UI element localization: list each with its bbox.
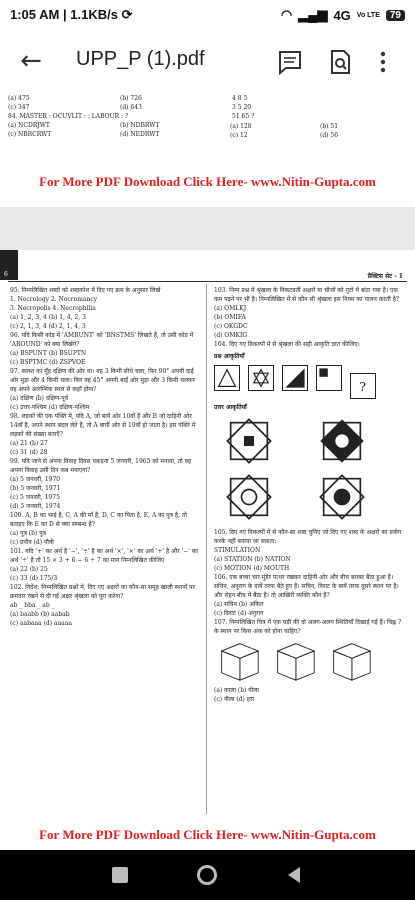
status-right (281, 7, 405, 23)
page1-line: (d) NEDRWT (120, 131, 160, 138)
wifi-icon: ◠ (280, 7, 293, 22)
cube-figure-1 (214, 640, 264, 682)
page1-mid-text (120, 94, 200, 139)
pdf-page-current (0, 250, 415, 850)
question-line: 95. निम्नलिखित शब्दों को शब्दकोश में दिए गए क्रम के अनुसार लिखें (10, 287, 161, 294)
status-speed: 1.1KB/s (70, 7, 118, 22)
question-line: (b) 5 जनवरी, 1971 (10, 485, 61, 492)
question-figures-label: प्रश्न आकृतियाँ (214, 353, 245, 360)
system-navigation-bar (0, 850, 415, 900)
question-line: (c) नीला (d) हरा (214, 696, 254, 703)
page1-line: 4 8 5 (232, 95, 248, 102)
cube-figure-2 (270, 640, 320, 682)
answer-figure-a (224, 416, 274, 466)
status-lte: Vo LTE (356, 11, 380, 19)
page1-options-right (320, 122, 400, 140)
question-line: (a) OMLKJ (214, 305, 247, 312)
question-line: (c) 2, 1, 3, 4 (d) 2, 1, 4, 3 (10, 323, 86, 330)
question-line: 98. लड़कों की एक पंक्ति में, यदि A, जो बायें ओर 10वाँ है और B जो दाहिनी ओर 14वाँ है, अपने स्थान बदल लेते हैं, तो A बायीं ओर से 19वाँ हो जाता है। इस पंक्ति में लड़कों की संख्या बताएँ? (10, 413, 196, 438)
comment-icon[interactable] (276, 48, 304, 76)
header-divider (8, 281, 407, 282)
page1-line: (b) 726 (120, 95, 142, 102)
page1-line: (a) 128 (230, 123, 252, 130)
question-line: (a) baabb (b) aabab (10, 611, 70, 618)
question-line: 1. Necrology 2. Necromancy (10, 296, 98, 303)
status-left: 1:05 AM | 1.1KB/s ⟳ (10, 7, 133, 22)
page-header: प्रैक्टिस सेट - 1 (367, 273, 403, 280)
question-line: (c) aabaaa (d) aaaaa (10, 620, 72, 627)
status-time: 1:05 AM (10, 7, 60, 22)
question-line: (a) दक्षिण (b) दक्षिण-पूर्व (10, 395, 69, 402)
question-line: (a) 1, 2, 3, 4 (b) 1, 4, 2, 3 (10, 314, 86, 321)
app-bar (0, 30, 415, 92)
question-line: (a) 22 (b) 25 (10, 566, 48, 573)
question-line: (c) BSPTMC (d) ZSPVOE (10, 359, 86, 366)
half-filled-square-figure (282, 365, 308, 391)
question-line: (a) सचिन (b) अंकित (214, 601, 264, 608)
question-line: ab _ bba _ ab _ (10, 602, 55, 609)
download-link[interactable]: For More PDF Download Click Here- www.Nitin-Gupta.com (39, 827, 376, 842)
question-line: (c) उत्तर-पश्चिम (d) दक्षिण-पश्चिम (10, 404, 90, 411)
question-line: 102. निर्देश: निम्नलिखित प्रश्नों में, दिए गए अक्षरों का कौन-सा समूह खाली स्थानों पर क्रमवार रखने से दी गई अक्षर श्रृंखला को पूरा करेगा? (10, 584, 195, 600)
page1-line: (c) 347 (8, 104, 30, 111)
page1-line: (a) NCDRJWT (8, 122, 50, 129)
question-mark-figure: ? (350, 373, 376, 399)
question-line: STIMULATION (214, 547, 261, 554)
question-line: (b) OMIFA (214, 314, 246, 321)
document-title: UPP_P (1).pdf (76, 48, 205, 70)
question-line: (a) पुत्र (b) पुत्र (10, 530, 46, 537)
question-line: (c) प्रपौत्र (d) पौत्री (10, 539, 54, 546)
corner-filled-square-figure (316, 365, 342, 391)
question-line: 3. Necropolis 4. Necrophilia (10, 305, 96, 312)
cube-figures (214, 640, 404, 682)
question-line: 107. निम्नलिखित चित्र में एक घड़ी की दो अलग-अलग स्थितियाँ दिखाई गई हैं। चिह्न ? के स्थान पर किस अंक को होना चाहिए? (214, 619, 402, 635)
question-line: (c) 5 जनवरी, 1975 (10, 494, 60, 501)
star-figure (248, 365, 274, 391)
pdf-page-previous (0, 92, 415, 207)
question-line: (c) 31 (d) 28 (10, 449, 48, 456)
page-number: 6 (4, 271, 8, 278)
cube-figure-3 (326, 640, 376, 682)
question-line: (a) काला (b) पीला (214, 687, 259, 694)
question-line: 97. कलश का मुँह दक्षिण की ओर था। वह 3 किमी सीधे चला, फिर 90° अपनी दाईं ओर मुड़ा और 4 किमी चला। फिर वह 45° अपनी बाईं ओर मुड़ा और 3 किमी चलकर वह अपने आरम्भिक स्थल से कहाँ होगा? (10, 368, 196, 393)
page1-line: (b) 51 (320, 123, 339, 130)
page1-line: (b) NDBRWT (120, 122, 160, 129)
page1-line: 84. MASTER : OCUVLIT : : LABOUR : ? (8, 113, 129, 120)
answer-figure-b (317, 416, 367, 466)
back-arrow-icon[interactable]: ← (20, 46, 42, 76)
question-figures (214, 365, 404, 399)
question-line: (d) 5 जनवरी, 1974 (10, 503, 61, 510)
more-options-icon[interactable] (378, 48, 388, 76)
question-line: (a) BSPUNT (b) BSUPTN (10, 350, 87, 357)
answer-figures (224, 416, 404, 522)
question-line: (c) 33 (d) 175/3 (10, 575, 58, 582)
question-line: 99. यदि जाने से अपना विवाह दिवस पकड़ना 5 जनवरी, 1965 को मनाया, तो वह अपना विवाह उसी दिन कब मनाएगा? (10, 458, 192, 474)
question-line: (c) MOTION (d) MOUTH (214, 565, 290, 572)
page1-options-left (230, 122, 310, 140)
question-line: (a) STATION (b) NATION (214, 556, 291, 563)
recent-apps-icon[interactable] (112, 867, 128, 883)
page1-line: (d) 643 (120, 104, 142, 111)
page-tab-marker (0, 250, 18, 280)
back-triangle-icon[interactable] (284, 865, 304, 885)
question-line: (a) 21 (b) 27 (10, 440, 48, 447)
question-line: 104. दिए गए विकल्पों में से श्रृंखला की सही आकृति ज्ञात कीजिए। (214, 341, 360, 348)
page1-line: (d) 56 (320, 132, 339, 139)
answer-figure-c (224, 472, 274, 522)
column-divider (206, 284, 207, 814)
question-line: 103. निम्न प्रश्न में श्रृंखला के निकटवर्ती अक्षरों या चीजों को गुटों में बांटा गया है। एक कम पढ़ने पर भी है। निम्नलिखित में से कौन सी श्रृंखला इस नियम का पालन करती है? (214, 287, 400, 303)
question-line: 105. दिए गए विकल्पों में से कौन-सा शब्द चुनिए जो दिए गए शब्द के अक्षरों का प्रयोग करके नहीं बनाया जा सकता: (214, 529, 402, 545)
left-column (10, 286, 200, 628)
question-line: 96. यदि किसी कोड में 'AMRUNT' को 'BNSTMS' लिखते हैं, तो उसी कोड में 'AROUND' को क्या लिखेंगे? (10, 332, 194, 348)
download-link[interactable]: For More PDF Download Click Here- www.Nitin-Gupta.com (39, 174, 376, 189)
page1-line: (a) 475 (8, 95, 30, 102)
page1-line: 51 65 ? (232, 113, 255, 120)
signal-icon: ▂▄▆ (298, 7, 328, 22)
home-icon[interactable] (197, 865, 217, 885)
question-line: 106. एक बच्चा चार मुंडेर पत्थर रखकर दाहिनी ओर और बीच बराबर बैठा हुआ है। सचिन, अनुराग के दायें तरफ बैठे हुए हैं। सचिन, विराट के बायें तरफ दूसरे स्थान पर है। और रोहन बीच में बैठा है। तो आखिरी व्यक्ति कौन है? (214, 574, 399, 599)
sync-icon: ⟳ (121, 7, 133, 22)
answer-figure-d (317, 472, 367, 522)
page1-line: (c) 12 (230, 132, 248, 139)
question-line: 100. A, B का भाई है, C, A की माँ है, D, C का पिता है, E, A का पुत्र है, तो बताइए कि E का D से क्या सम्बन्ध है? (10, 512, 187, 528)
triangle-figure (214, 365, 240, 391)
status-network: 4G (333, 7, 351, 23)
search-document-icon[interactable] (326, 48, 354, 76)
page1-line: (c) NBRCRWT (8, 131, 52, 138)
question-line: (d) OMKIG (214, 332, 248, 339)
battery-level: 79 (389, 9, 401, 21)
question-line: (c) OKGDC (214, 323, 248, 330)
question-line: 101. यदि '+' का अर्थ है '−', '÷' है का अर्थ '×', '×' का अर्थ '+' है और '−' का अर्थ '÷' है तो 15 × 3 + 6 − 6 ÷ 7 का मान निम्नलिखित कीजिए (10, 548, 198, 564)
question-line: (c) विराट (d) अनुराग (214, 610, 264, 617)
page1-number-grid (232, 94, 312, 121)
right-column (214, 286, 404, 704)
battery-icon (386, 10, 405, 21)
page1-line: 3 5 20 (232, 104, 252, 111)
question-line: (a) 5 जनवरी, 1970 (10, 476, 61, 483)
answer-figures-label: उत्तर आकृतियाँ (214, 404, 247, 411)
status-bar (0, 0, 415, 30)
